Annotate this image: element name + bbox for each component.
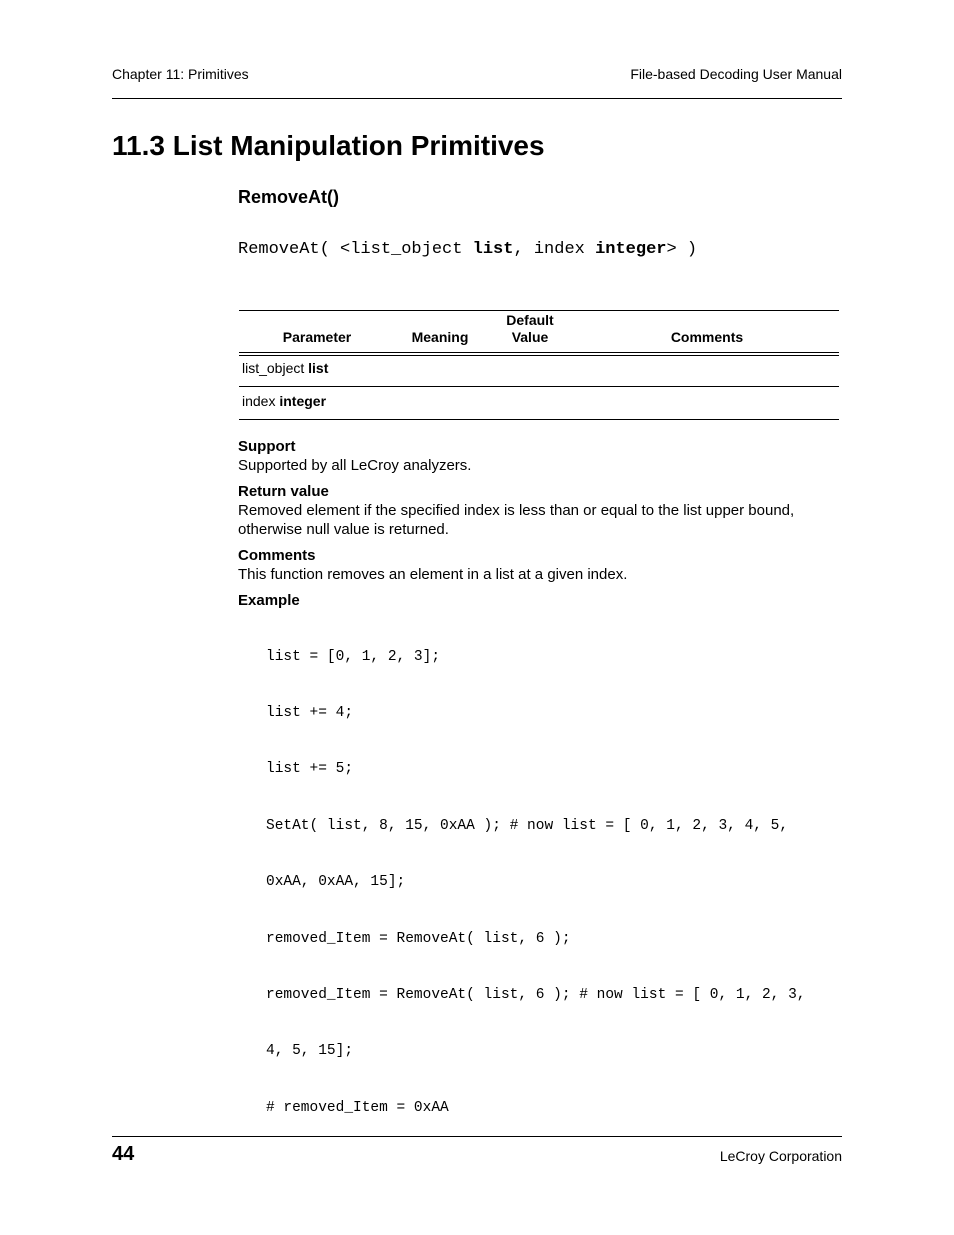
code-line: list = [0, 1, 2, 3]; xyxy=(266,648,441,665)
return-value-label: Return value xyxy=(238,483,329,500)
comments-label: Comments xyxy=(238,547,316,564)
support-label: Support xyxy=(238,438,296,455)
signature-separator: , index xyxy=(513,240,596,259)
table-bottom-rule xyxy=(239,419,839,420)
running-header-manual-title: File-based Decoding User Manual xyxy=(630,66,842,82)
table-header-rule-1 xyxy=(239,352,839,353)
header-default-line2: Value xyxy=(511,329,549,345)
code-line: list += 4; xyxy=(266,704,354,721)
code-line: 0xAA, 0xAA, 15]; xyxy=(266,874,406,891)
header-default-line1: Default xyxy=(506,312,554,328)
table-row xyxy=(242,393,326,409)
code-line: 4, 5, 15]; xyxy=(266,1043,354,1060)
return-value-line-1: Removed element if the specified index is less than or equal to the list upper bound, xyxy=(238,502,795,519)
signature-suffix: > ) xyxy=(666,240,698,259)
code-line: list += 5; xyxy=(266,761,354,778)
support-text: Supported by all LeCroy analyzers. xyxy=(238,457,472,474)
table-row xyxy=(242,360,328,376)
header-rule xyxy=(112,98,842,99)
signature-param-list: list xyxy=(472,240,514,259)
row-param-name: list xyxy=(308,360,329,376)
return-value-line-2: otherwise null value is returned. xyxy=(238,521,449,538)
page-number: 44 xyxy=(112,1143,135,1165)
table-header-rule-2 xyxy=(239,355,839,356)
section-title: 11.3 List Manipulation Primitives xyxy=(112,130,545,161)
code-line: removed_Item = RemoveAt( list, 6 ); xyxy=(266,930,571,947)
comments-text: This function removes an element in a list at a given index. xyxy=(238,566,628,583)
header-meaning: Meaning xyxy=(411,329,469,345)
function-signature xyxy=(238,240,697,259)
code-line: SetAt( list, 8, 15, 0xAA ); # now list = [ 0, 1, 2, 3, 4, 5, xyxy=(266,817,789,834)
example-label: Example xyxy=(238,592,300,609)
function-heading: RemoveAt() xyxy=(238,187,340,207)
row-param-type: list_object xyxy=(242,360,305,376)
footer-rule xyxy=(112,1136,842,1137)
row-param-name: integer xyxy=(279,393,327,409)
signature-param-integer: integer xyxy=(595,240,667,259)
header-parameter: Parameter xyxy=(282,329,352,345)
example-code-block xyxy=(266,610,806,1136)
footer-company: LeCroy Corporation xyxy=(719,1148,842,1164)
row-param-type: index xyxy=(242,393,276,409)
running-header-chapter: Chapter 11: Primitives xyxy=(112,66,249,82)
code-line: removed_Item = RemoveAt( list, 6 ); # now list = [ 0, 1, 2, 3, xyxy=(266,986,806,1003)
header-comments: Comments xyxy=(670,329,744,345)
table-row-rule xyxy=(239,386,839,387)
table-top-rule xyxy=(239,310,839,311)
signature-prefix: RemoveAt( <list_object xyxy=(238,240,473,259)
header-default-value xyxy=(490,312,570,346)
code-line: # removed_Item = 0xAA xyxy=(266,1099,449,1116)
